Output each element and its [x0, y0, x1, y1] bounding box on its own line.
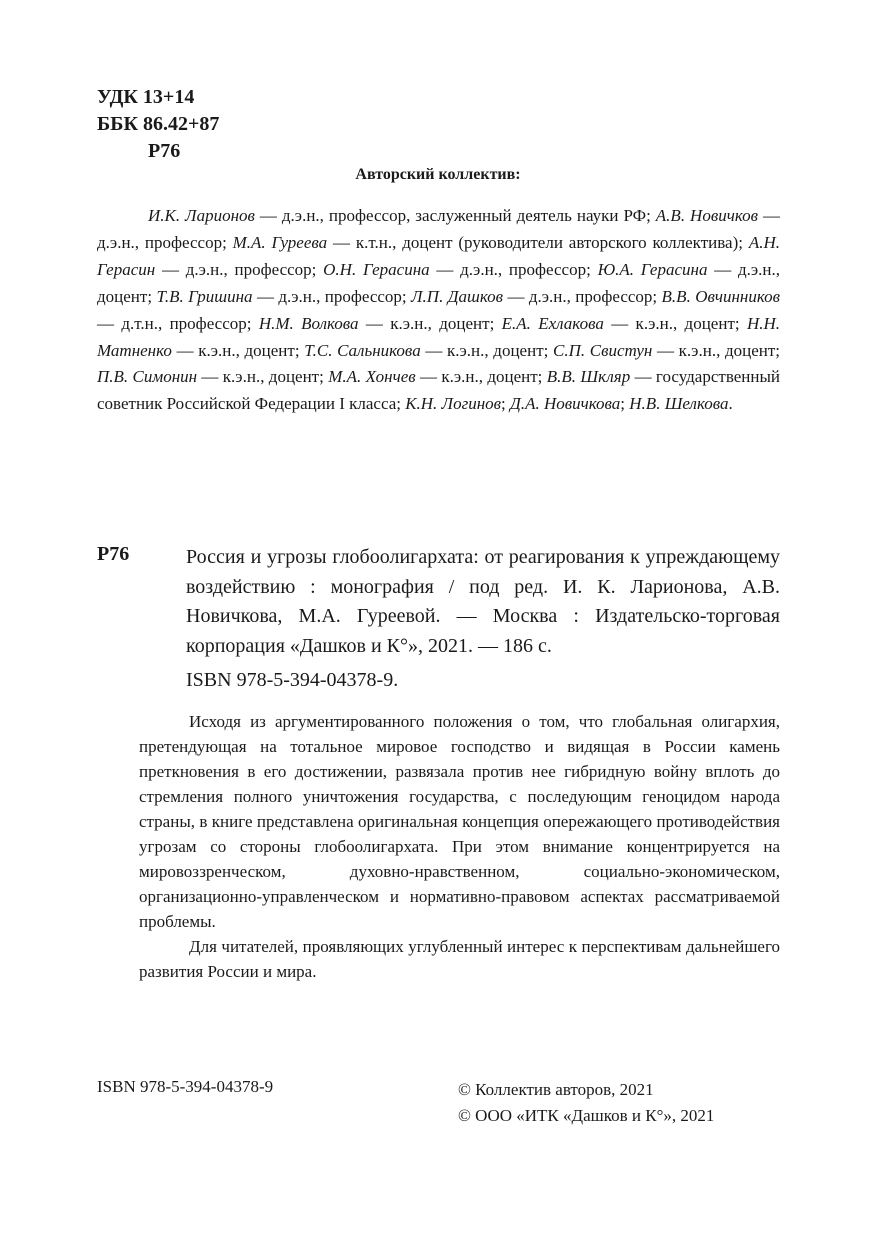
- footer-isbn: ISBN 978-5-394-04378-9: [97, 1077, 274, 1096]
- author-role: — к.э.н., доцент;: [197, 367, 329, 387]
- author-name: П.В. Симонин: [97, 367, 198, 387]
- author-role: ;: [501, 394, 510, 414]
- copyright-block: [458, 1077, 714, 1129]
- author-name: М.А. Гуреева: [232, 232, 328, 252]
- author-role: — д.э.н., профессор;: [429, 259, 598, 279]
- annotation-paragraph: Для читателей, проявляющих углубленный интерес к перспективам дальнейшего развития России и мира.: [139, 937, 780, 981]
- author-name: В.В. Овчинников: [661, 286, 781, 306]
- udk-code: УДК 13+14: [97, 86, 195, 108]
- author-name: Т.В. Гришина: [156, 286, 253, 306]
- classification-codes: [97, 84, 219, 165]
- author-name: Д.А. Новичкова: [510, 394, 621, 414]
- author-name: В.В. Шкляр: [546, 367, 631, 387]
- bibliographic-isbn: ISBN 978-5-394-04378-9.: [186, 669, 399, 691]
- author-role: — к.э.н., доцент;: [603, 313, 747, 333]
- author-name: Л.П. Дашков: [411, 286, 504, 306]
- bibliographic-description: Россия и угрозы глобоолигархата: от реагирования к упреждающему воздействию : монография / под ред. И. К. Ларионова, А.В. Новичкова, М.А. Гуреевой. — Москва : Издательско-торговая корпорация «Дашков и К°», 2021. — 186 с.: [186, 546, 780, 657]
- author-role: — государственный советник Российской Федерации I класса;: [97, 367, 781, 414]
- author-name: А.В. Новичков: [655, 206, 759, 225]
- author-role: — д.т.н., профессор;: [97, 313, 259, 333]
- author-name: Е.А. Ехлакова: [501, 313, 604, 333]
- author-name: А.Н. Герасин: [97, 232, 780, 279]
- author-name: С.П. Свистун: [553, 340, 653, 360]
- bbk-code: ББК 86.42+87: [97, 113, 220, 135]
- author-role: — д.э.н., доцент;: [97, 259, 780, 306]
- authors-paragraph: [97, 203, 780, 418]
- annotation: [139, 709, 780, 984]
- author-role: — к.э.н., доцент;: [415, 367, 547, 387]
- annotation-paragraph: Исходя из аргументированного положения о том, что глобальная олигархия, претендующая на тотальное мировое господство и видящая в России камень преткновения в его достижении, развязала против нее гибридную войну вплоть до стремления полного уничтожения государства, с последующим геноцидом народа страны, в книге представлена оригинальная концепция опережающего противодействия угрозам со стороны глобоолигархата. При этом внимание концентрируется на мировоззренческом, духовно-нравственном, социально-экономическом, организационно-управленческом и нормативно-правовом аспектах рассматриваемой проблемы.: [139, 712, 780, 931]
- collective-heading: Авторский коллектив:: [355, 166, 521, 183]
- author-role: — к.э.н., доцент;: [652, 340, 781, 360]
- author-name: К.Н. Логинов: [405, 394, 502, 414]
- copyright-publisher: © ООО «ИТК «Дашков и К°», 2021: [458, 1106, 715, 1125]
- author-role: — д.э.н., профессор;: [252, 286, 412, 306]
- author-mark: Р76: [148, 140, 181, 162]
- author-role: — д.э.н., профессор;: [155, 259, 324, 279]
- author-role: — к.э.н., доцент;: [358, 313, 502, 333]
- author-role: — д.э.н., профессор;: [97, 206, 781, 252]
- author-name: Ю.А. Герасина: [597, 259, 708, 279]
- author-role: — к.т.н., доцент (руководители авторского коллектива);: [327, 232, 749, 252]
- author-role: .: [728, 394, 733, 414]
- author-name: Н.М. Волкова: [258, 313, 359, 333]
- author-name: О.Н. Герасина: [323, 259, 430, 279]
- author-role: — к.э.н., доцент;: [171, 340, 305, 360]
- copyright-authors: © Коллектив авторов, 2021: [458, 1080, 654, 1099]
- author-role: — к.э.н., доцент;: [420, 340, 553, 360]
- author-name: Т.С. Сальникова: [304, 340, 421, 360]
- bibliographic-code: Р76: [97, 543, 130, 565]
- author-role: — д.э.н., профессор, заслуженный деятель науки РФ;: [254, 206, 656, 225]
- author-name: И.К. Ларионов: [148, 206, 255, 225]
- author-role: ;: [620, 394, 630, 414]
- author-name: Н.Н. Матненко: [97, 313, 781, 360]
- author-name: М.А. Хончев: [328, 367, 416, 387]
- author-name: Н.В. Шелкова: [629, 394, 729, 414]
- author-role: — д.э.н., профессор;: [503, 286, 662, 306]
